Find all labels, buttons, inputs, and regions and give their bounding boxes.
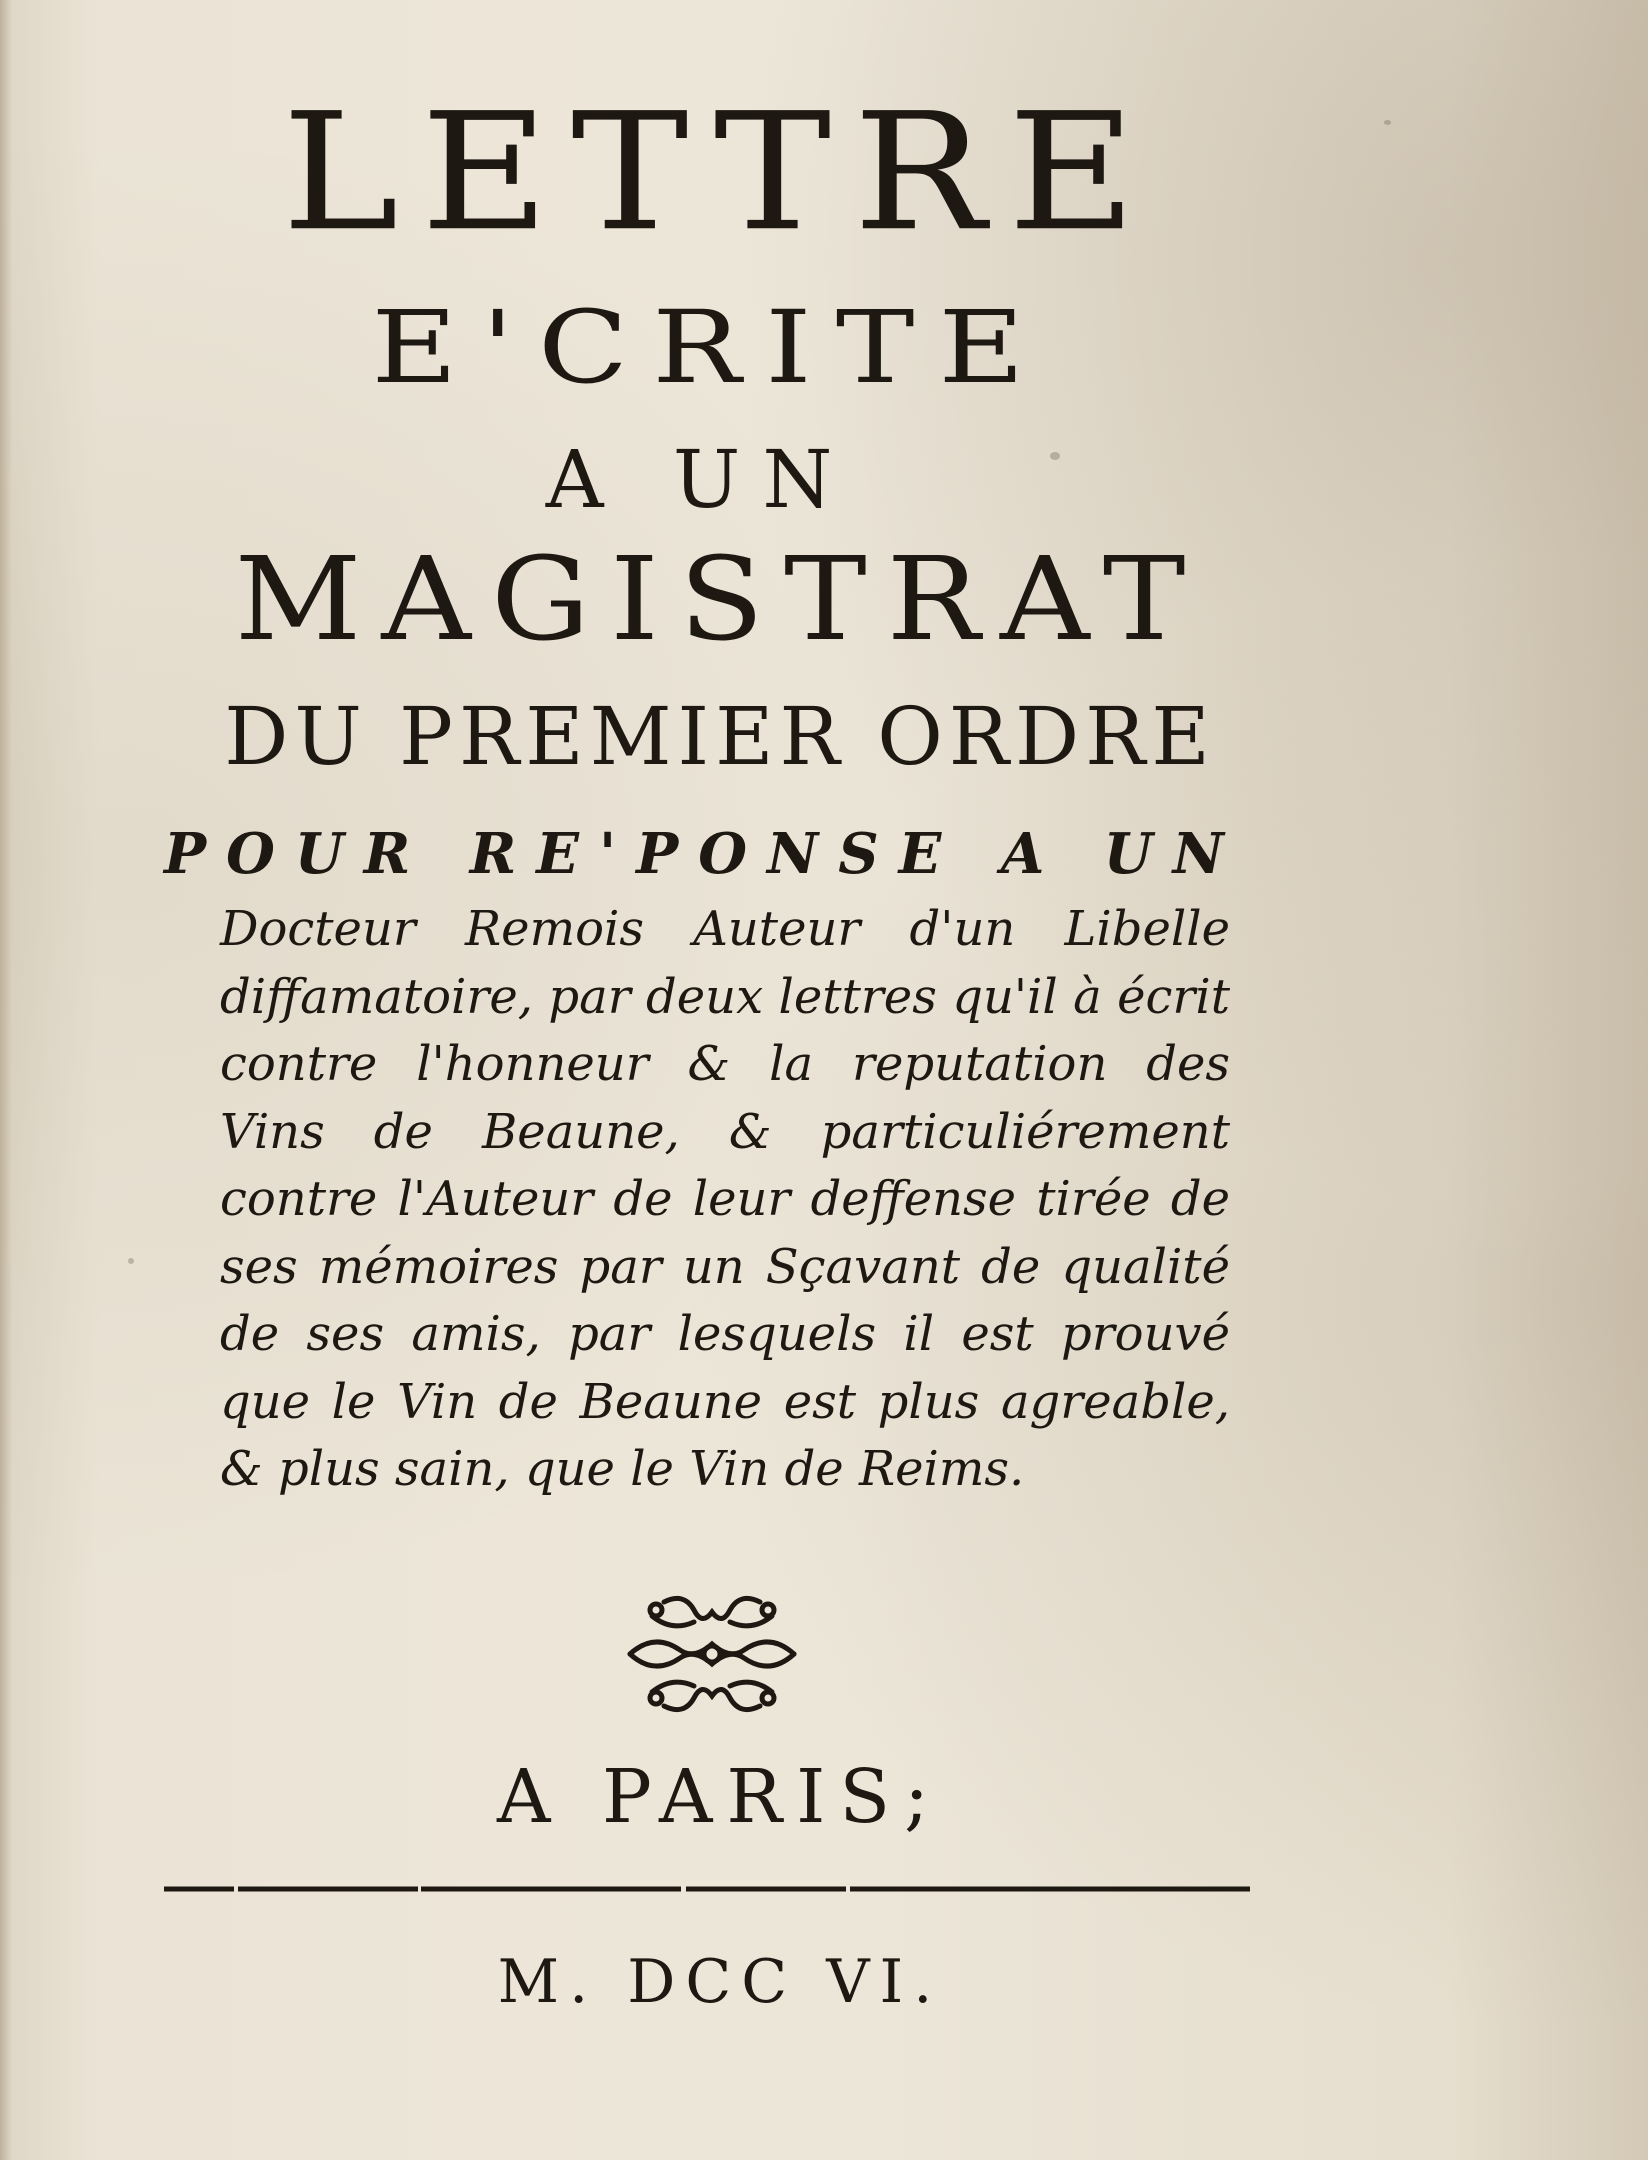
title-line-a-un: A UN — [545, 433, 855, 526]
subtitle-paragraph — [158, 821, 1272, 1504]
imprint-place: A PARIS; — [497, 1754, 943, 1840]
fleuron-ornament-icon — [624, 1592, 800, 1718]
subtitle-lead-line: POUR RE'PONSE A UN — [164, 821, 1244, 887]
title-line-du-premier-ordre: DU PREMIER ORDRE — [224, 690, 1216, 783]
imprint-date: M. DCC VI. — [497, 1947, 943, 2017]
paper-foxing-spot — [128, 1258, 134, 1264]
horizontal-rule — [164, 1884, 1250, 1894]
fleuron-ornament-svg — [624, 1592, 800, 1718]
title-line-ecrite: E'CRITE — [371, 288, 1049, 406]
subtitle-body-text: Docteur Remois Auteur d'un Libelle diffamatoire, par deux lettres qu'il à écrit contre l'honneur & la reputation des Vins de Beaune, & particuliérement contre l'Auteur de leur deffense tirée de ses mémoires par un Sçavant de qualité de ses amis, par lesquels il est prouvé que le Vin de Beaune est plus agreable, & plus sain, que le Vin de Reims. — [220, 901, 1230, 1497]
title-line-lettre: LETTRE — [281, 78, 1159, 267]
title-line-magistrat: MAGISTRAT — [234, 533, 1206, 667]
